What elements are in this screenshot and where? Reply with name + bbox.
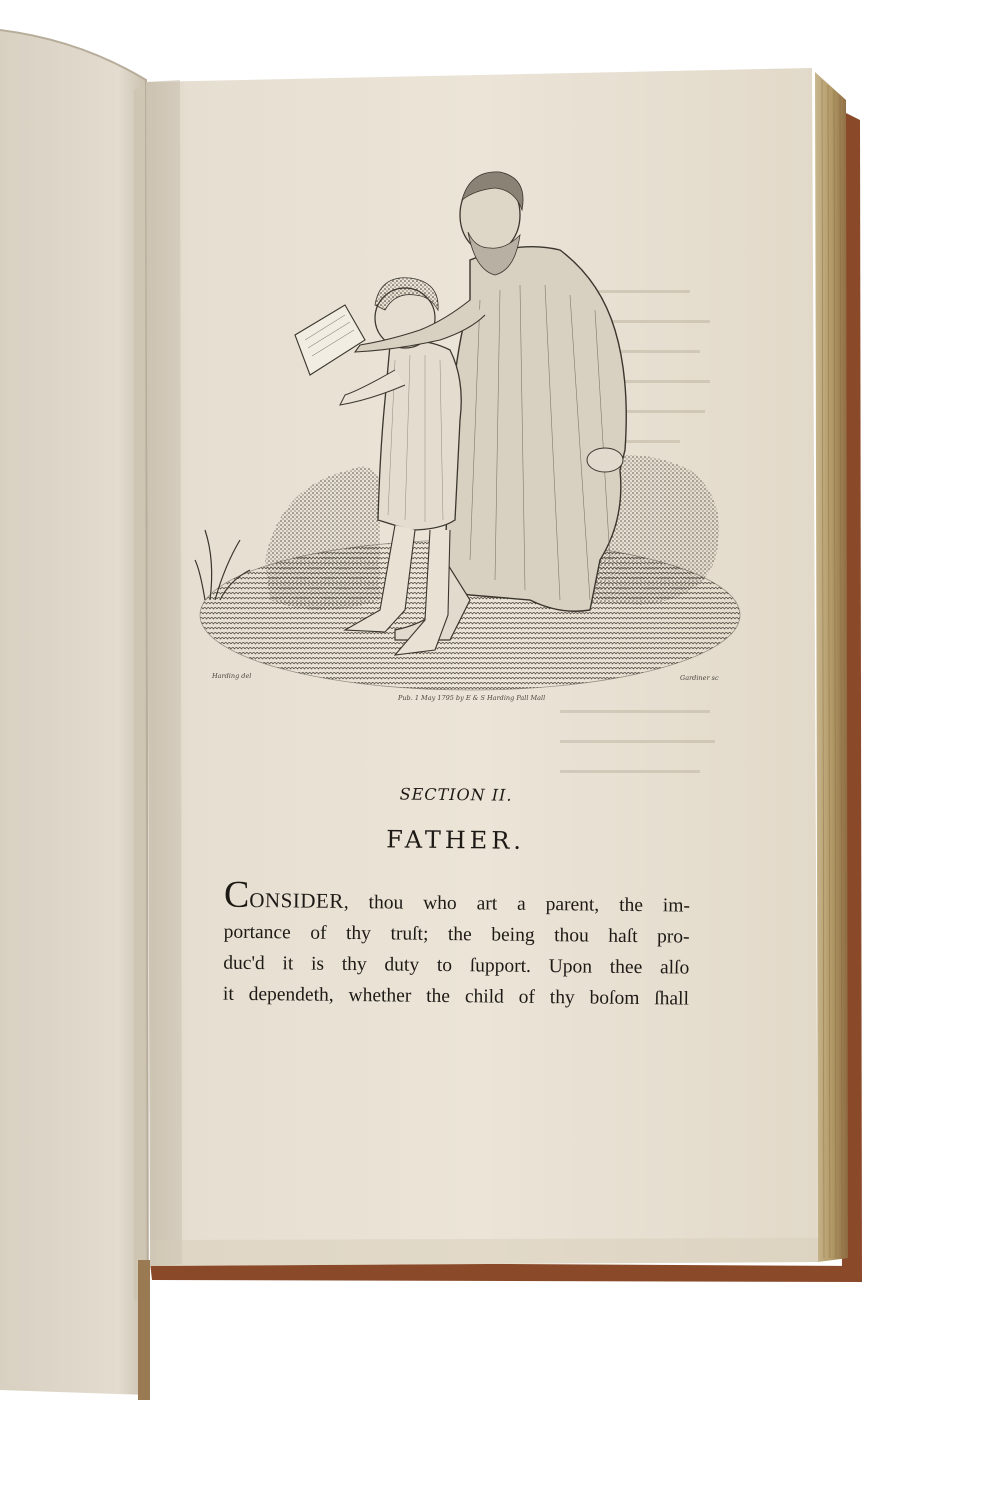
body-paragraph (199, 873, 691, 1014)
book-spine (134, 85, 145, 1302)
engraving-publication-line: Pub. 1 May 1795 by E & S Harding Pall Mall (398, 694, 546, 702)
chapter-title: FATHER. (386, 825, 526, 855)
father-hand (587, 448, 623, 472)
engraving-credit-right: Gardiner sc (680, 674, 719, 682)
spine-binding-bottom (138, 1260, 150, 1400)
drop-capital: C (223, 873, 250, 916)
child-tunic (378, 341, 461, 530)
page-text-block (199, 782, 691, 1014)
body-line-1 (223, 873, 691, 922)
body-line-2: portance of thy truſt; the being thou haſt pro- (223, 921, 690, 948)
father-robe (444, 247, 626, 612)
body-line-1-text: , thou who art a parent, the im- (343, 891, 691, 917)
left-page (0, 30, 148, 1395)
section-heading: SECTION II. (399, 784, 513, 805)
engraving-credit-left: Harding del (212, 672, 252, 680)
body-line-3: duc'd it is thy duty to ſupport. Upon thee alſo (223, 952, 690, 979)
right-page-gutter-shadow (146, 80, 182, 1266)
body-line-4: it dependeth, whether the child of thy boſom ſhall (222, 983, 690, 1010)
lead-word-small-caps: ONSIDER (249, 887, 344, 913)
gilt-page-edges (815, 72, 848, 1262)
